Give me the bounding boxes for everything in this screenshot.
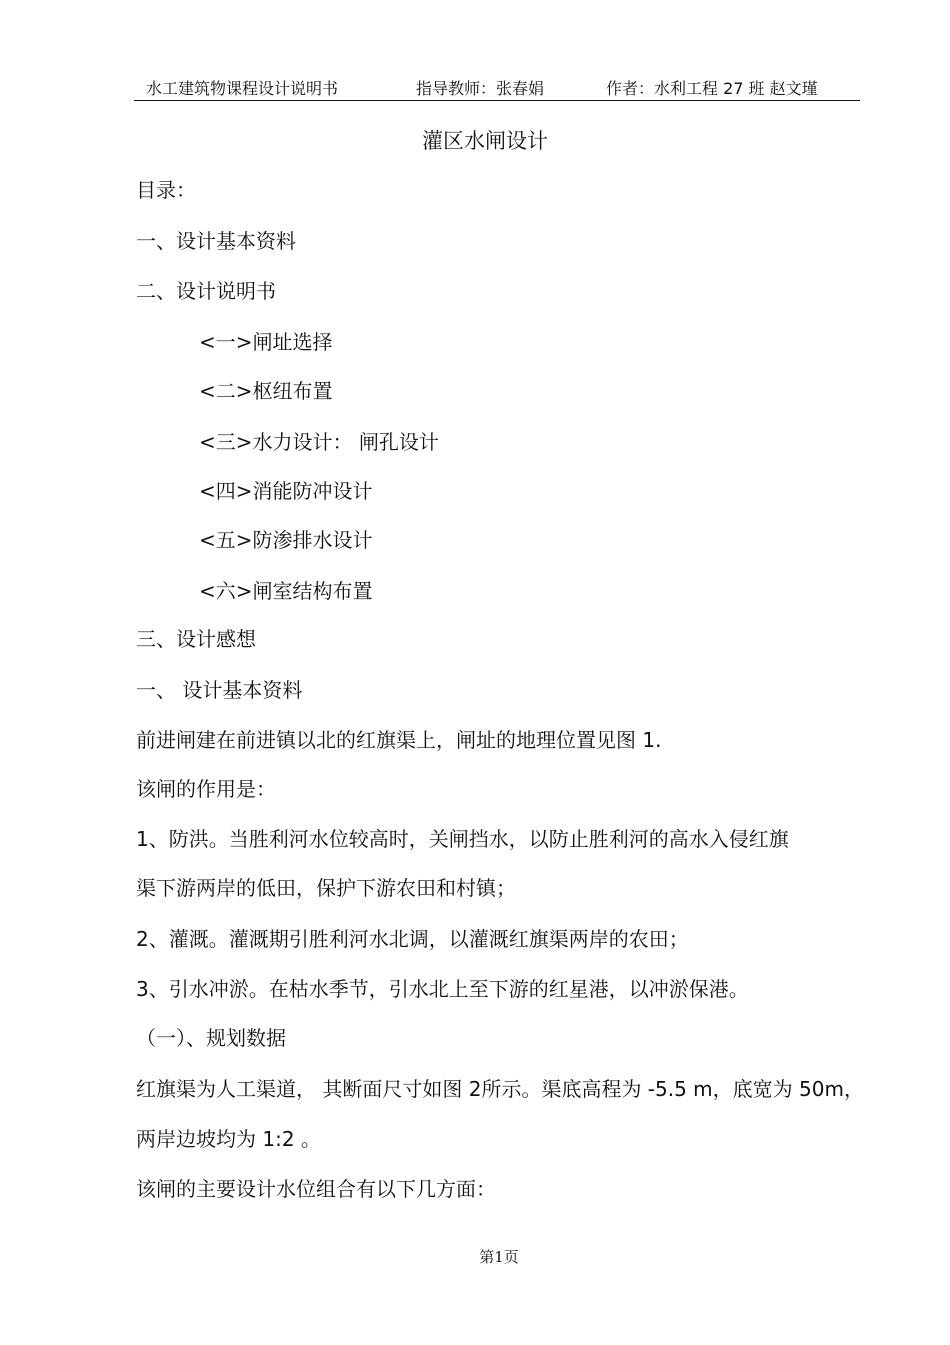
toc-subitem: <五>防渗排水设计 [199, 528, 373, 552]
header-author: 作者：水利工程 27 班 赵文瑾 [606, 79, 818, 98]
toc-subitem: <四>消能防冲设计 [199, 479, 373, 503]
header-teacher: 指导教师：张春娟 [416, 79, 545, 98]
body-line: 1、防洪。当胜利河水位较高时，关闸挡水，以防止胜利河的高水入侵红旗 [136, 827, 789, 851]
toc-subitem: <六>闸室结构布置 [199, 579, 373, 603]
body-line: 该闸的主要设计水位组合有以下几方面： [136, 1177, 496, 1201]
page-number: 第1页 [479, 1248, 519, 1266]
toc-subitem: <三>水力设计： 闸孔设计 [199, 430, 439, 454]
toc-item: 二、设计说明书 [136, 279, 276, 303]
toc-item: 一、设计基本资料 [136, 229, 296, 253]
body-line: 渠下游两岸的低田，保护下游农田和村镇； [136, 876, 516, 900]
document-title: 灌区水闸设计 [422, 129, 548, 153]
body-line: 2、灌溉。灌溉期引胜利河水北调，以灌溉红旗渠两岸的农田； [136, 927, 689, 951]
header-course: 水工建筑物课程设计说明书 [146, 79, 339, 98]
toc-subitem: <一>闸址选择 [199, 330, 333, 354]
body-line: 两岸边坡均为 1:2 。 [136, 1127, 321, 1151]
body-line: 前进闸建在前进镇以北的红旗渠上，闸址的地理位置见图 1. [136, 728, 662, 752]
body-line: 红旗渠为人工渠道， 其断面尺寸如图 2所示。渠底高程为 -5.5 m，底宽为 50m， [136, 1077, 864, 1101]
toc-heading: 目录： [136, 178, 196, 202]
section-heading: 一、 设计基本资料 [136, 678, 303, 702]
body-line: 该闸的作用是： [136, 777, 276, 801]
body-line: 3、引水冲淤。在枯水季节，引水北上至下游的红星港，以冲淤保港。 [136, 977, 749, 1001]
toc-item: 三、设计感想 [136, 627, 256, 651]
subsection-heading: （一）、规划数据 [136, 1026, 286, 1050]
toc-subitem: <二>枢纽布置 [199, 379, 333, 403]
page-header [134, 70, 860, 101]
